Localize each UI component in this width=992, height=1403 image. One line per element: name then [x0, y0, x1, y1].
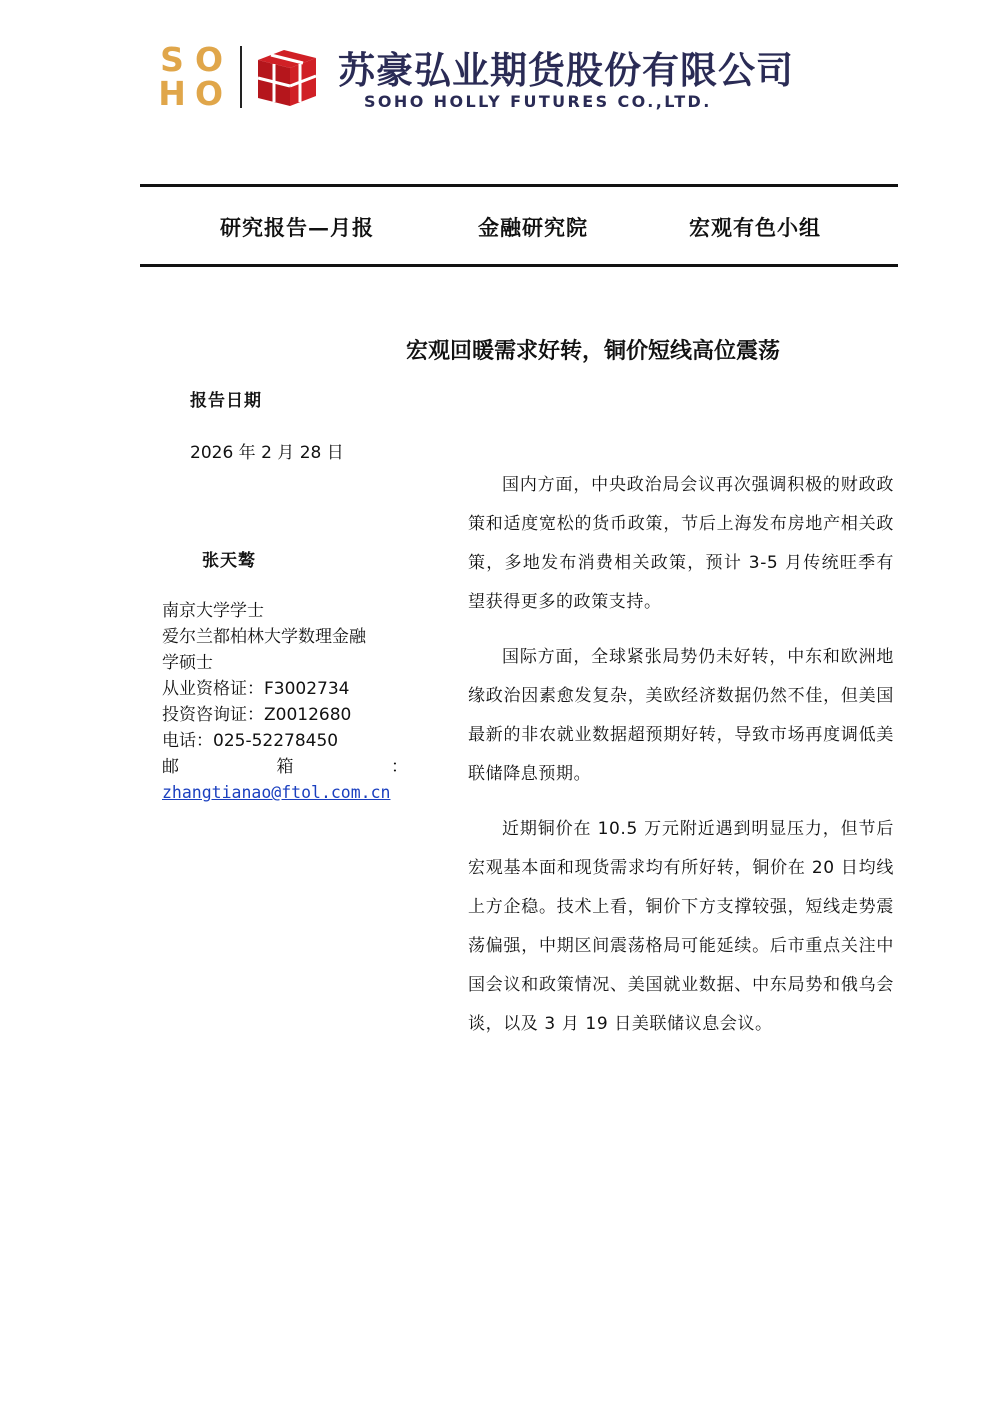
logo-divider — [240, 46, 242, 108]
logo-letter-h: H — [158, 74, 186, 113]
group-name: 宏观有色小组 — [689, 215, 821, 240]
header-top-rule — [140, 184, 898, 187]
author-degree-line: 南京大学学士 — [162, 601, 264, 621]
report-date-label: 报告日期 — [190, 391, 262, 411]
report-date-value: 2026 年 2 月 28 日 — [190, 443, 344, 463]
author-degree-line: 学硕士 — [162, 653, 213, 673]
company-name-en: SOHO HOLLY FUTURES CO.,LTD. — [364, 92, 712, 111]
paragraph-copper-outlook: 近期铜价在 10.5 万元附近遇到明显压力，但节后宏观基本面和现货需求均有所好转，铜价在 20 日均线上方企稳。技术上看，铜价下方支撑较强，短线走势震荡偏强，中期区间震荡格局可能延续。后市重点关注中国会议和政策情况、美国就业数据、中东局势和俄乌会谈，以及 3 月 19 日美联储议息会议。 — [468, 819, 894, 1034]
email-label: 邮 箱 ： — [162, 757, 408, 777]
soho-logo-mark — [154, 40, 228, 113]
author-info — [162, 598, 414, 806]
cube-logo-icon — [254, 44, 320, 110]
report-body — [468, 466, 894, 1060]
paragraph-domestic: 国内方面，中央政治局会议再次强调积极的财政政策和适度宽松的货币政策，节后上海发布房地产相关政策，多地发布消费相关政策，预计 3-5 月传统旺季有望获得更多的政策支持。 — [468, 475, 894, 612]
logo-letter-s: S — [160, 40, 184, 79]
report-type: 研究报告—月报 — [220, 215, 374, 240]
author-degree-line: 爱尔兰都柏林大学数理金融 — [162, 627, 366, 647]
author-email-link[interactable]: zhangtianao@ftol.com.cn — [162, 783, 391, 802]
logo-letter-o: O — [194, 40, 224, 79]
company-name-cn: 苏豪弘业期货股份有限公司 — [338, 48, 794, 92]
author-name: 张天骜 — [202, 551, 256, 571]
author-phone: 电话：025-52278450 — [162, 731, 339, 751]
logo-letter-o2: O — [194, 74, 224, 113]
header-bottom-rule — [140, 264, 898, 267]
author-license: 从业资格证：F3002734 — [162, 679, 350, 699]
report-title: 宏观回暖需求好转，铜价短线高位震荡 — [406, 338, 781, 364]
institute-name: 金融研究院 — [478, 215, 588, 240]
paragraph-international: 国际方面，全球紧张局势仍未好转，中东和欧洲地缘政治因素愈发复杂，美欧经济数据仍然不佳，但美国最新的非农就业数据超预期好转，导致市场再度调低美联储降息预期。 — [468, 647, 894, 784]
author-consult-license: 投资咨询证：Z0012680 — [162, 705, 352, 725]
